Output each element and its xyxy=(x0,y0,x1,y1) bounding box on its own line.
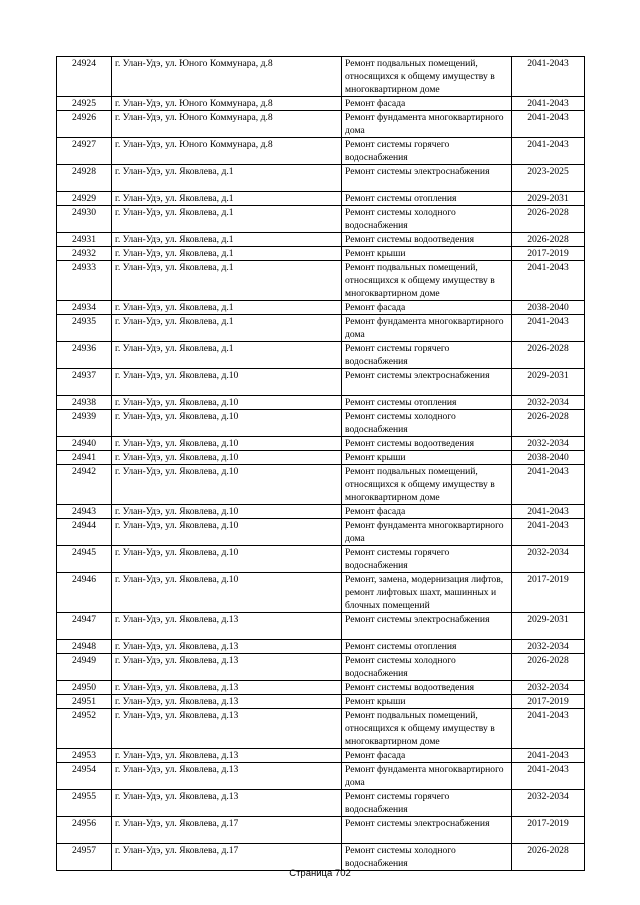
row-number: 24946 xyxy=(57,573,112,613)
address-cell: г. Улан-Удэ, ул. Яковлева, д.13 xyxy=(112,613,342,640)
address-cell: г. Улан-Удэ, ул. Яковлева, д.10 xyxy=(112,410,342,437)
table-row xyxy=(57,546,585,573)
table-row xyxy=(57,437,585,451)
work-type-cell: Ремонт фундамента многоквартирного дома xyxy=(342,315,512,342)
address-cell: г. Улан-Удэ, ул. Яковлева, д.1 xyxy=(112,342,342,369)
address-cell: г. Улан-Удэ, ул. Яковлева, д.1 xyxy=(112,301,342,315)
address-cell: г. Улан-Удэ, ул. Яковлева, д.1 xyxy=(112,165,342,192)
row-number: 24951 xyxy=(57,695,112,709)
work-type-cell: Ремонт системы электроснабжения xyxy=(342,369,512,396)
period-cell: 2041-2043 xyxy=(512,465,585,505)
table-row xyxy=(57,192,585,206)
row-number: 24934 xyxy=(57,301,112,315)
period-cell: 2032-2034 xyxy=(512,640,585,654)
work-type-cell: Ремонт подвальных помещений, относящихся к общему имуществу в многоквартирном доме xyxy=(342,709,512,749)
address-cell: г. Улан-Удэ, ул. Яковлева, д.1 xyxy=(112,247,342,261)
row-number: 24949 xyxy=(57,654,112,681)
period-cell: 2032-2034 xyxy=(512,681,585,695)
address-cell: г. Улан-Удэ, ул. Яковлева, д.13 xyxy=(112,763,342,790)
row-number: 24933 xyxy=(57,261,112,301)
row-number: 24953 xyxy=(57,749,112,763)
table-row xyxy=(57,790,585,817)
work-type-cell: Ремонт системы отопления xyxy=(342,396,512,410)
address-cell: г. Улан-Удэ, ул. Юного Коммунара, д.8 xyxy=(112,138,342,165)
table-row xyxy=(57,505,585,519)
work-type-cell: Ремонт, замена, модернизация лифтов, ремонт лифтовых шахт, машинных и блочных помещений xyxy=(342,573,512,613)
address-cell: г. Улан-Удэ, ул. Яковлева, д.17 xyxy=(112,817,342,844)
period-cell: 2041-2043 xyxy=(512,749,585,763)
table-row xyxy=(57,261,585,301)
row-number: 24957 xyxy=(57,844,112,871)
work-type-cell: Ремонт подвальных помещений, относящихся к общему имуществу в многоквартирном доме xyxy=(342,57,512,97)
row-number: 24955 xyxy=(57,790,112,817)
work-type-cell: Ремонт системы электроснабжения xyxy=(342,817,512,844)
page-number: Страница 702 xyxy=(289,868,351,879)
address-cell: г. Улан-Удэ, ул. Яковлева, д.10 xyxy=(112,465,342,505)
table-row xyxy=(57,301,585,315)
table-row xyxy=(57,613,585,640)
table-row xyxy=(57,57,585,97)
address-cell: г. Улан-Удэ, ул. Яковлева, д.13 xyxy=(112,695,342,709)
period-cell: 2029-2031 xyxy=(512,192,585,206)
period-cell: 2038-2040 xyxy=(512,451,585,465)
period-cell: 2041-2043 xyxy=(512,111,585,138)
period-cell: 2026-2028 xyxy=(512,410,585,437)
work-type-cell: Ремонт фасада xyxy=(342,749,512,763)
period-cell: 2041-2043 xyxy=(512,763,585,790)
work-type-cell: Ремонт системы горячего водоснабжения xyxy=(342,342,512,369)
table-row xyxy=(57,763,585,790)
address-cell: г. Улан-Удэ, ул. Яковлева, д.1 xyxy=(112,315,342,342)
row-number: 24944 xyxy=(57,519,112,546)
address-cell: г. Улан-Удэ, ул. Юного Коммунара, д.8 xyxy=(112,111,342,138)
table-row xyxy=(57,817,585,844)
period-cell: 2032-2034 xyxy=(512,546,585,573)
row-number: 24948 xyxy=(57,640,112,654)
address-cell: г. Улан-Удэ, ул. Яковлева, д.1 xyxy=(112,192,342,206)
row-number: 24941 xyxy=(57,451,112,465)
table-row xyxy=(57,315,585,342)
period-cell: 2041-2043 xyxy=(512,709,585,749)
address-cell: г. Улан-Удэ, ул. Яковлева, д.1 xyxy=(112,233,342,247)
period-cell: 2023-2025 xyxy=(512,165,585,192)
period-cell: 2017-2019 xyxy=(512,247,585,261)
row-number: 24942 xyxy=(57,465,112,505)
work-type-cell: Ремонт системы водоотведения xyxy=(342,233,512,247)
row-number: 24926 xyxy=(57,111,112,138)
work-type-cell: Ремонт фундамента многоквартирного дома xyxy=(342,111,512,138)
work-type-cell: Ремонт крыши xyxy=(342,695,512,709)
work-type-cell: Ремонт крыши xyxy=(342,247,512,261)
address-cell: г. Улан-Удэ, ул. Яковлева, д.13 xyxy=(112,709,342,749)
row-number: 24952 xyxy=(57,709,112,749)
table-row xyxy=(57,206,585,233)
period-cell: 2026-2028 xyxy=(512,654,585,681)
table-row xyxy=(57,111,585,138)
document-page xyxy=(56,56,584,871)
table-body xyxy=(57,57,585,871)
address-cell: г. Улан-Удэ, ул. Яковлева, д.10 xyxy=(112,546,342,573)
period-cell: 2041-2043 xyxy=(512,97,585,111)
address-cell: г. Улан-Удэ, ул. Яковлева, д.1 xyxy=(112,261,342,301)
row-number: 24947 xyxy=(57,613,112,640)
row-number: 24931 xyxy=(57,233,112,247)
period-cell: 2041-2043 xyxy=(512,505,585,519)
table-row xyxy=(57,573,585,613)
table-row xyxy=(57,396,585,410)
table-row xyxy=(57,640,585,654)
work-type-cell: Ремонт системы холодного водоснабжения xyxy=(342,410,512,437)
work-type-cell: Ремонт фундамента многоквартирного дома xyxy=(342,763,512,790)
row-number: 24954 xyxy=(57,763,112,790)
table-row xyxy=(57,695,585,709)
period-cell: 2041-2043 xyxy=(512,519,585,546)
row-number: 24939 xyxy=(57,410,112,437)
work-type-cell: Ремонт фасада xyxy=(342,97,512,111)
address-cell: г. Улан-Удэ, ул. Яковлева, д.10 xyxy=(112,451,342,465)
table-row xyxy=(57,465,585,505)
work-type-cell: Ремонт системы водоотведения xyxy=(342,681,512,695)
address-cell: г. Улан-Удэ, ул. Яковлева, д.10 xyxy=(112,396,342,410)
address-cell: г. Улан-Удэ, ул. Яковлева, д.17 xyxy=(112,844,342,871)
work-type-cell: Ремонт системы водоотведения xyxy=(342,437,512,451)
period-cell: 2017-2019 xyxy=(512,695,585,709)
address-cell: г. Улан-Удэ, ул. Яковлева, д.10 xyxy=(112,505,342,519)
period-cell: 2041-2043 xyxy=(512,138,585,165)
row-number: 24928 xyxy=(57,165,112,192)
work-type-cell: Ремонт системы электроснабжения xyxy=(342,165,512,192)
table-row xyxy=(57,342,585,369)
row-number: 24924 xyxy=(57,57,112,97)
row-number: 24925 xyxy=(57,97,112,111)
period-cell: 2026-2028 xyxy=(512,342,585,369)
work-type-cell: Ремонт фасада xyxy=(342,505,512,519)
work-type-cell: Ремонт системы отопления xyxy=(342,192,512,206)
period-cell: 2029-2031 xyxy=(512,369,585,396)
work-type-cell: Ремонт системы горячего водоснабжения xyxy=(342,546,512,573)
repair-schedule-table xyxy=(56,56,585,871)
row-number: 24929 xyxy=(57,192,112,206)
table-row xyxy=(57,410,585,437)
period-cell: 2032-2034 xyxy=(512,790,585,817)
work-type-cell: Ремонт подвальных помещений, относящихся к общему имуществу в многоквартирном доме xyxy=(342,261,512,301)
work-type-cell: Ремонт системы горячего водоснабжения xyxy=(342,790,512,817)
period-cell: 2026-2028 xyxy=(512,206,585,233)
period-cell: 2032-2034 xyxy=(512,396,585,410)
table-row xyxy=(57,844,585,871)
address-cell: г. Улан-Удэ, ул. Яковлева, д.10 xyxy=(112,573,342,613)
row-number: 24940 xyxy=(57,437,112,451)
row-number: 24935 xyxy=(57,315,112,342)
address-cell: г. Улан-Удэ, ул. Яковлева, д.13 xyxy=(112,749,342,763)
table-row xyxy=(57,681,585,695)
period-cell: 2041-2043 xyxy=(512,315,585,342)
table-row xyxy=(57,451,585,465)
address-cell: г. Улан-Удэ, ул. Яковлева, д.13 xyxy=(112,640,342,654)
work-type-cell: Ремонт системы холодного водоснабжения xyxy=(342,844,512,871)
period-cell: 2029-2031 xyxy=(512,613,585,640)
address-cell: г. Улан-Удэ, ул. Яковлева, д.13 xyxy=(112,654,342,681)
table-row xyxy=(57,138,585,165)
address-cell: г. Улан-Удэ, ул. Юного Коммунара, д.8 xyxy=(112,57,342,97)
table-row xyxy=(57,97,585,111)
period-cell: 2017-2019 xyxy=(512,817,585,844)
address-cell: г. Улан-Удэ, ул. Юного Коммунара, д.8 xyxy=(112,97,342,111)
table-row xyxy=(57,233,585,247)
row-number: 24936 xyxy=(57,342,112,369)
period-cell: 2026-2028 xyxy=(512,844,585,871)
period-cell: 2038-2040 xyxy=(512,301,585,315)
address-cell: г. Улан-Удэ, ул. Яковлева, д.13 xyxy=(112,790,342,817)
address-cell: г. Улан-Удэ, ул. Яковлева, д.10 xyxy=(112,437,342,451)
row-number: 24937 xyxy=(57,369,112,396)
work-type-cell: Ремонт системы горячего водоснабжения xyxy=(342,138,512,165)
work-type-cell: Ремонт системы отопления xyxy=(342,640,512,654)
address-cell: г. Улан-Удэ, ул. Яковлева, д.1 xyxy=(112,206,342,233)
work-type-cell: Ремонт системы холодного водоснабжения xyxy=(342,654,512,681)
period-cell: 2041-2043 xyxy=(512,57,585,97)
address-cell: г. Улан-Удэ, ул. Яковлева, д.10 xyxy=(112,369,342,396)
table-row xyxy=(57,247,585,261)
work-type-cell: Ремонт фасада xyxy=(342,301,512,315)
address-cell: г. Улан-Удэ, ул. Яковлева, д.10 xyxy=(112,519,342,546)
row-number: 24930 xyxy=(57,206,112,233)
period-cell: 2032-2034 xyxy=(512,437,585,451)
table-row xyxy=(57,369,585,396)
work-type-cell: Ремонт системы электроснабжения xyxy=(342,613,512,640)
row-number: 24956 xyxy=(57,817,112,844)
table-row xyxy=(57,165,585,192)
row-number: 24938 xyxy=(57,396,112,410)
row-number: 24927 xyxy=(57,138,112,165)
period-cell: 2026-2028 xyxy=(512,233,585,247)
work-type-cell: Ремонт подвальных помещений, относящихся к общему имуществу в многоквартирном доме xyxy=(342,465,512,505)
row-number: 24932 xyxy=(57,247,112,261)
table-row xyxy=(57,749,585,763)
work-type-cell: Ремонт фундамента многоквартирного дома xyxy=(342,519,512,546)
work-type-cell: Ремонт системы холодного водоснабжения xyxy=(342,206,512,233)
period-cell: 2017-2019 xyxy=(512,573,585,613)
address-cell: г. Улан-Удэ, ул. Яковлева, д.13 xyxy=(112,681,342,695)
row-number: 24950 xyxy=(57,681,112,695)
row-number: 24943 xyxy=(57,505,112,519)
work-type-cell: Ремонт крыши xyxy=(342,451,512,465)
table-row xyxy=(57,519,585,546)
period-cell: 2041-2043 xyxy=(512,261,585,301)
table-row xyxy=(57,709,585,749)
table-row xyxy=(57,654,585,681)
row-number: 24945 xyxy=(57,546,112,573)
